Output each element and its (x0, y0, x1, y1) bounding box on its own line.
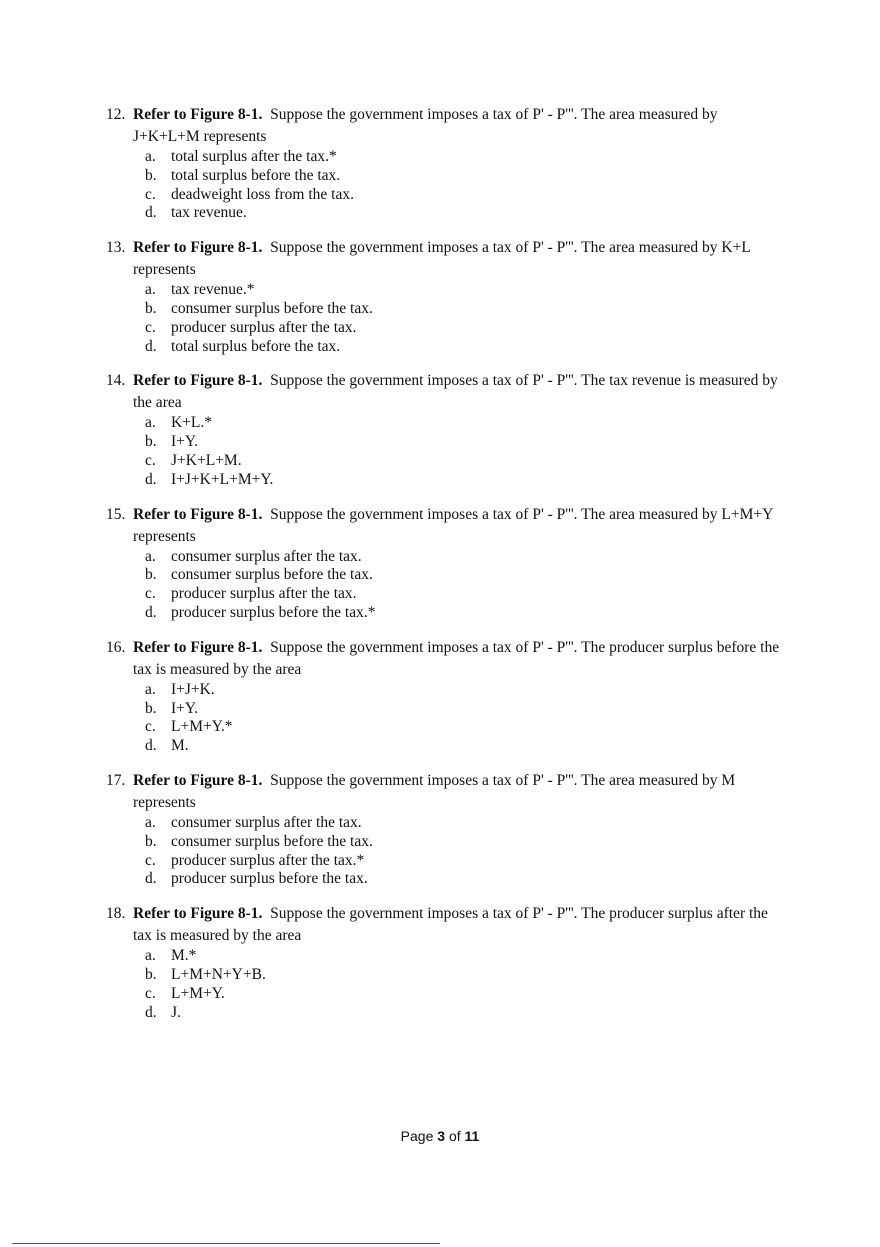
question-item (0, 370, 880, 489)
answer-option (0, 814, 880, 833)
figure-reference: Refer to Figure 8-1. (133, 372, 263, 390)
option-text: J+K+L+M. (171, 451, 242, 469)
option-text: M. (171, 737, 189, 755)
option-letter: b. (145, 832, 157, 850)
answer-option (0, 148, 880, 167)
answer-option (0, 852, 880, 871)
question-number: 18. (106, 905, 126, 923)
answer-option (0, 319, 880, 338)
footer-of-word: of (448, 1128, 461, 1144)
answer-option (0, 338, 880, 357)
footer-page-word: Page (400, 1128, 434, 1144)
figure-reference: Refer to Figure 8-1. (133, 905, 263, 923)
answer-options (0, 414, 880, 489)
question-stem (133, 903, 783, 947)
option-letter: a. (145, 947, 156, 965)
option-text: consumer surplus before the tax. (171, 299, 373, 317)
option-letter: a. (145, 281, 156, 299)
question-text: Suppose the government imposes a tax of P' - P'''. The producer surplus after the tax is measured by the area (133, 905, 768, 945)
question-text: Suppose the government imposes a tax of P' - P'''. The producer surplus before the tax is measured by the area (133, 638, 780, 678)
option-text: consumer surplus before the tax. (171, 566, 373, 584)
answer-options (0, 947, 880, 1022)
option-text: producer surplus before the tax. (171, 870, 368, 888)
answer-option (0, 566, 880, 585)
option-text: tax revenue.* (171, 281, 255, 299)
option-letter: c. (145, 185, 156, 203)
question-stem (133, 370, 783, 414)
option-text: consumer surplus before the tax. (171, 832, 373, 850)
option-letter: d. (145, 470, 157, 488)
option-text: I+J+K. (171, 680, 215, 698)
option-letter: b. (145, 965, 157, 983)
option-letter: d. (145, 1003, 157, 1021)
answer-option (0, 947, 880, 966)
question-item (0, 770, 880, 889)
option-text: total surplus before the tax. (171, 166, 341, 184)
option-text: total surplus after the tax.* (171, 148, 337, 165)
answer-option (0, 281, 880, 300)
option-letter: d. (145, 204, 157, 222)
answer-option (0, 985, 880, 1004)
option-text: I+Y. (171, 699, 198, 717)
question-number: 15. (106, 505, 126, 523)
option-text: producer surplus after the tax. (171, 585, 357, 603)
option-text: L+M+N+Y+B. (171, 965, 266, 983)
question-text: Suppose the government imposes a tax of P' - P'''. The area measured by J+K+L+M represents (133, 106, 718, 145)
page-footer (0, 1126, 880, 1146)
option-letter: b. (145, 166, 157, 184)
question-number: 16. (106, 638, 126, 656)
answer-option (0, 186, 880, 205)
question-item (0, 903, 880, 1022)
option-letter: a. (145, 414, 156, 432)
answer-option (0, 300, 880, 319)
option-letter: a. (145, 680, 156, 698)
answer-option (0, 167, 880, 186)
option-letter: d. (145, 737, 157, 755)
figure-reference: Refer to Figure 8-1. (133, 106, 263, 123)
option-letter: c. (145, 984, 156, 1002)
option-text: consumer surplus after the tax. (171, 813, 362, 831)
question-text: Suppose the government imposes a tax of P' - P'''. The area measured by M represents (133, 771, 736, 811)
option-letter: c. (145, 718, 156, 736)
option-letter: d. (145, 603, 157, 621)
figure-reference: Refer to Figure 8-1. (133, 505, 263, 523)
answer-option (0, 433, 880, 452)
question-text: Suppose the government imposes a tax of P' - P'''. The area measured by K+L represents (133, 239, 751, 279)
answer-option (0, 700, 880, 719)
option-text: J. (171, 1003, 181, 1021)
option-text: producer surplus after the tax. (171, 318, 357, 336)
option-text: L+M+Y.* (171, 718, 233, 736)
question-stem (133, 237, 783, 281)
option-text: L+M+Y. (171, 984, 225, 1002)
option-text: I+J+K+L+M+Y. (171, 470, 274, 488)
option-letter: b. (145, 699, 157, 717)
figure-reference: Refer to Figure 8-1. (133, 638, 263, 656)
answer-option (0, 585, 880, 604)
option-text: I+Y. (171, 433, 198, 451)
question-number: 17. (106, 771, 126, 789)
question-stem (133, 637, 783, 681)
answer-option (0, 966, 880, 985)
answer-options (0, 281, 880, 356)
footer-current-page: 3 (437, 1128, 446, 1144)
option-text: M.* (171, 947, 197, 965)
question-item (0, 237, 880, 356)
question-list (0, 104, 880, 1036)
option-letter: a. (145, 547, 156, 565)
question-stem (133, 770, 783, 814)
option-text: deadweight loss from the tax. (171, 185, 354, 203)
question-text: Suppose the government imposes a tax of P' - P'''. The tax revenue is measured by the area (133, 372, 778, 412)
answer-option (0, 737, 880, 756)
answer-option (0, 1004, 880, 1023)
bottom-rule (12, 1243, 440, 1244)
option-letter: d. (145, 337, 157, 355)
answer-options (0, 548, 880, 623)
question-text: Suppose the government imposes a tax of P' - P'''. The area measured by L+M+Y represents (133, 505, 773, 545)
answer-option (0, 204, 880, 223)
option-text: K+L.* (171, 414, 213, 432)
answer-option (0, 471, 880, 490)
question-number: 12. (106, 106, 126, 123)
answer-option (0, 833, 880, 852)
option-letter: c. (145, 318, 156, 336)
option-letter: d. (145, 870, 157, 888)
answer-option (0, 604, 880, 623)
figure-reference: Refer to Figure 8-1. (133, 771, 263, 789)
answer-options (0, 681, 880, 756)
answer-option (0, 414, 880, 433)
option-text: tax revenue. (171, 204, 247, 222)
question-item (0, 637, 880, 756)
question-stem (133, 104, 783, 148)
figure-reference: Refer to Figure 8-1. (133, 239, 263, 257)
option-text: total surplus before the tax. (171, 337, 341, 355)
answer-options (0, 814, 880, 889)
option-letter: c. (145, 585, 156, 603)
option-letter: a. (145, 148, 156, 165)
option-letter: b. (145, 433, 157, 451)
option-letter: c. (145, 851, 156, 869)
question-item (0, 104, 880, 223)
option-letter: b. (145, 299, 157, 317)
question-item (0, 504, 880, 623)
answer-option (0, 681, 880, 700)
answer-option (0, 718, 880, 737)
option-text: producer surplus before the tax.* (171, 603, 376, 621)
question-stem (133, 504, 783, 548)
option-letter: c. (145, 451, 156, 469)
option-text: producer surplus after the tax.* (171, 851, 365, 869)
answer-option (0, 452, 880, 471)
option-letter: a. (145, 813, 156, 831)
answer-options (0, 148, 880, 223)
question-number: 13. (106, 239, 126, 257)
answer-option (0, 870, 880, 889)
footer-total-pages: 11 (464, 1128, 480, 1144)
option-letter: b. (145, 566, 157, 584)
option-text: consumer surplus after the tax. (171, 547, 362, 565)
answer-option (0, 548, 880, 567)
question-number: 14. (106, 372, 126, 390)
